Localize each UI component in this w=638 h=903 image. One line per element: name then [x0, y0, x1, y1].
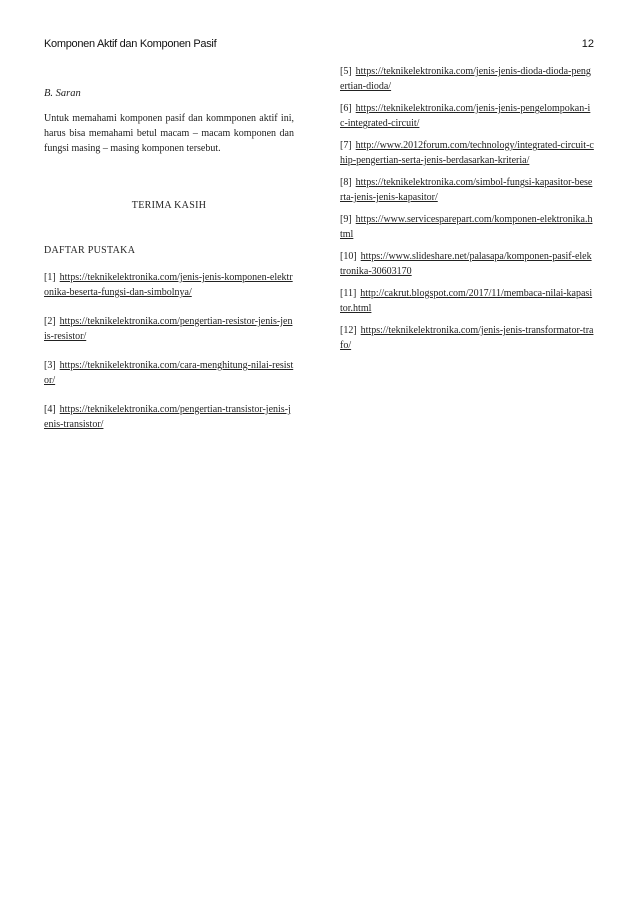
reference-number: [11] [340, 288, 357, 299]
reference-link[interactable]: https://www.slideshare.net/palasapa/komponen-pasif-elektronika-30603170 [340, 251, 592, 277]
reference-link[interactable]: https://teknikelektronika.com/jenis-jenis-dioda-dioda-pengertian-dioda/ [340, 66, 591, 92]
reference-link[interactable]: https://teknikelektronika.com/jenis-jenis-komponen-elektronika-beserta-fungsi-dan-simbolnya/ [44, 272, 293, 298]
reference-number: [9] [340, 214, 352, 225]
page-number: 12 [581, 38, 594, 50]
reference-link[interactable]: https://teknikelektronika.com/jenis-jenis-transformator-trafo/ [340, 325, 594, 351]
reference-link[interactable]: https://teknikelektronika.com/cara-menghitung-nilai-resistor/ [44, 360, 294, 386]
reference-number: [5] [340, 66, 352, 77]
reference-item [44, 270, 294, 300]
left-column [44, 64, 294, 432]
reference-link[interactable]: https://teknikelektronika.com/jenis-jenis-pengelompokan-ic-integrated-circuit/ [340, 103, 591, 129]
reference-item [340, 249, 594, 279]
page-header [44, 38, 594, 54]
reference-link[interactable]: https://teknikelektronika.com/simbol-fungsi-kapasitor-beserta-jenis-jenis-kapasitor/ [340, 177, 593, 203]
reference-number: [8] [340, 177, 352, 188]
reference-number: [3] [44, 360, 56, 371]
reference-number: [4] [44, 404, 56, 415]
reference-item [340, 323, 594, 353]
reference-number: [10] [340, 251, 357, 262]
reference-item [340, 138, 594, 168]
reference-link[interactable]: https://teknikelektronika.com/pengertian-resistor-jenis-jenis-resistor/ [44, 316, 293, 342]
reference-link[interactable]: http://cakrut.blogspot.com/2017/11/membaca-nilai-kapasitor.html [340, 288, 593, 314]
reference-item [44, 402, 294, 432]
section-title: B. Saran [44, 88, 81, 99]
references-heading: DAFTAR PUSTAKA [44, 245, 136, 256]
reference-item [340, 101, 594, 131]
reference-number: [7] [340, 140, 352, 151]
right-column [340, 64, 594, 353]
reference-item [340, 64, 594, 94]
reference-number: [2] [44, 316, 56, 327]
reference-number: [1] [44, 272, 56, 283]
reference-item [340, 212, 594, 242]
reference-item [44, 314, 294, 344]
thanks-text: TERIMA KASIH [131, 200, 207, 211]
reference-number: [6] [340, 103, 352, 114]
document-title: Komponen Aktif dan Komponen Pasif [44, 38, 217, 50]
reference-number: [12] [340, 325, 357, 336]
reference-link[interactable]: http://www.2012forum.com/technology/integrated-circuit-chip-pengertian-serta-jenis-berdasarkan-kriteria/ [340, 140, 594, 166]
reference-link[interactable]: https://teknikelektronika.com/pengertian-transistor-jenis-jenis-transistor/ [44, 404, 291, 430]
reference-link[interactable]: https://www.servicesparepart.com/komponen-elektronika.html [340, 214, 593, 240]
reference-item [340, 286, 594, 316]
reference-item [44, 358, 294, 388]
reference-item [340, 175, 594, 205]
saran-paragraph: Untuk memahami komponen pasif dan kommponen aktif ini, harus bisa memahami betul macam – macam komponen dan fungsi masing – masing komponen tersebut. [44, 113, 294, 154]
